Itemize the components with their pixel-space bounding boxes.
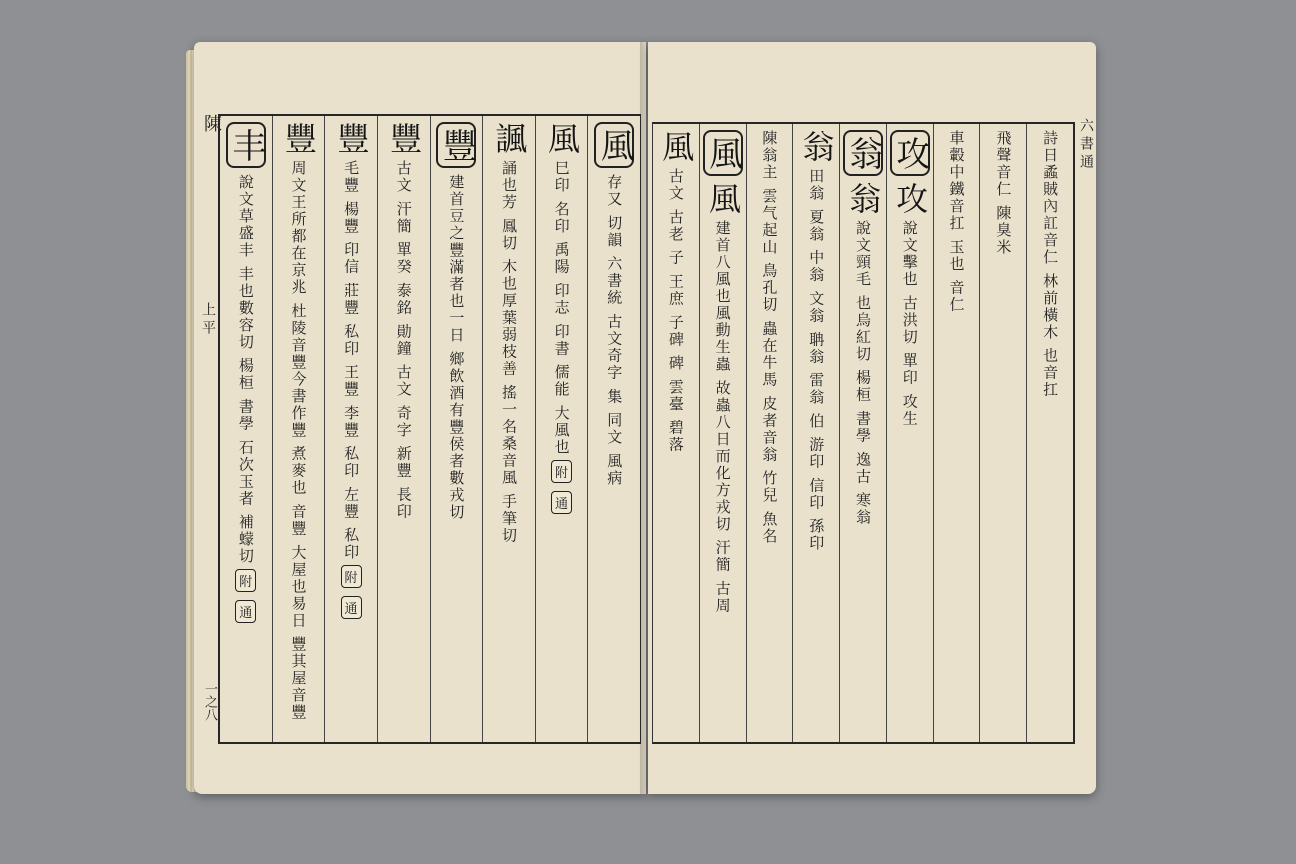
column: [746, 124, 793, 742]
margin-subtitle: 上平: [200, 302, 216, 338]
entry-head-char: 豐: [436, 122, 476, 168]
tag-label: 通: [551, 491, 572, 514]
page-number: 一之八: [202, 682, 217, 721]
seal-character: 豐: [332, 122, 371, 160]
annotation: 主 雲气起山 鳥孔切 蟲在牛馬 皮者音翁 竹兒 魚名: [760, 164, 779, 545]
column: [430, 116, 483, 742]
column: [324, 116, 377, 742]
left-text-frame: [218, 114, 641, 744]
seal-character: 諷: [490, 122, 529, 160]
tag-label: 通: [235, 600, 256, 623]
column: [792, 124, 839, 742]
annotation: 說文頸毛 也烏紅切 楊桓 書學 逸古 寒翁: [853, 220, 872, 526]
column: [839, 124, 886, 742]
annotation: 存又 切韻 六書統 古文奇字 集 同文 風病: [605, 174, 624, 487]
column: [272, 116, 325, 742]
annotation: 車轂中: [947, 130, 966, 181]
entry-head-char: 風: [594, 122, 634, 168]
seal-character: 翁: [797, 130, 836, 168]
column: [979, 124, 1026, 742]
entry-head-char: 翁: [843, 130, 883, 176]
seal-character: 翁: [844, 182, 883, 220]
seal-character: 風: [542, 122, 581, 160]
open-book: [186, 42, 1104, 798]
annotation: 周文王所都在京兆 杜陵音豐今書作豐 煮麥也 音豐 大屋也易日 豐其屋音豐: [289, 160, 308, 721]
annotation: 建首八風也風動生蟲 故蟲八日而化方戎切 汗簡 古周: [713, 220, 732, 615]
right-text-frame: [652, 122, 1075, 744]
seal-character: 攻: [891, 182, 930, 220]
annotation: 飛聲: [994, 130, 1013, 164]
annotation: 說文擊也 古洪切 單印 攻生: [900, 220, 919, 428]
annotation: 田翁 夏翁 中翁 文翁 聃翁 雷翁 伯 游印 信印 孫印: [807, 168, 826, 552]
annotation: 古文 汗簡 單癸 泰銘 勛鐘 古文 奇字 新豐 長印: [394, 160, 413, 521]
entry-head-char: 風: [703, 130, 743, 176]
column: [220, 116, 272, 742]
seal-character: 風: [657, 130, 696, 168]
annotation: 巳印 名印 禹陽 印志 印書 儒能 大風也: [552, 160, 571, 456]
column: [653, 124, 699, 742]
annotation: 詩日蟊賊: [1041, 130, 1060, 198]
annotation: 鐵音扛 玉也 音仁: [947, 181, 966, 314]
column: [933, 124, 980, 742]
entry-head-char: 丰: [226, 122, 266, 168]
tag-label: 通: [341, 596, 362, 619]
annotation: 內訌音仁 林前橫木 也音扛: [1041, 198, 1060, 399]
annotation: 陳翁: [760, 130, 779, 164]
column: [699, 124, 746, 742]
running-title: 六書通: [1078, 118, 1094, 172]
tag-label: 附: [341, 565, 362, 588]
column: [377, 116, 430, 742]
column: [886, 124, 933, 742]
seal-character: 豐: [279, 122, 318, 160]
seal-character: 豐: [385, 122, 424, 160]
annotation: 說文草盛丰 丰也數容切 楊桓 書學 石次玉者 補蠓切: [236, 174, 255, 565]
annotation: 音仁 陳臭米: [994, 164, 1013, 256]
seal-character: 風: [704, 182, 743, 220]
column: [482, 116, 535, 742]
column: [535, 116, 588, 742]
annotation: 古文 古老 子 王庶 子碑 碑 雲臺 碧落: [666, 168, 685, 454]
right-page: [648, 42, 1096, 794]
entry-head-char: 攻: [890, 130, 930, 176]
margin-title: 陳: [201, 114, 222, 136]
tag-label: 附: [551, 460, 572, 483]
annotation: 誦也芳 鳳切 木也厚葉弱枝善 搖一名桑音風 手筆切: [499, 160, 518, 545]
left-page: [194, 42, 646, 794]
tag-label: 附: [235, 569, 256, 592]
annotation: 毛豐 楊豐 印信 莊豐 私印 王豐 李豐 私印 左豐 私印: [342, 160, 361, 561]
column: [1026, 124, 1073, 742]
column: [587, 116, 640, 742]
annotation: 建首豆之豐滿者也一日 鄉飲酒有豐侯者數戎切: [447, 174, 466, 521]
